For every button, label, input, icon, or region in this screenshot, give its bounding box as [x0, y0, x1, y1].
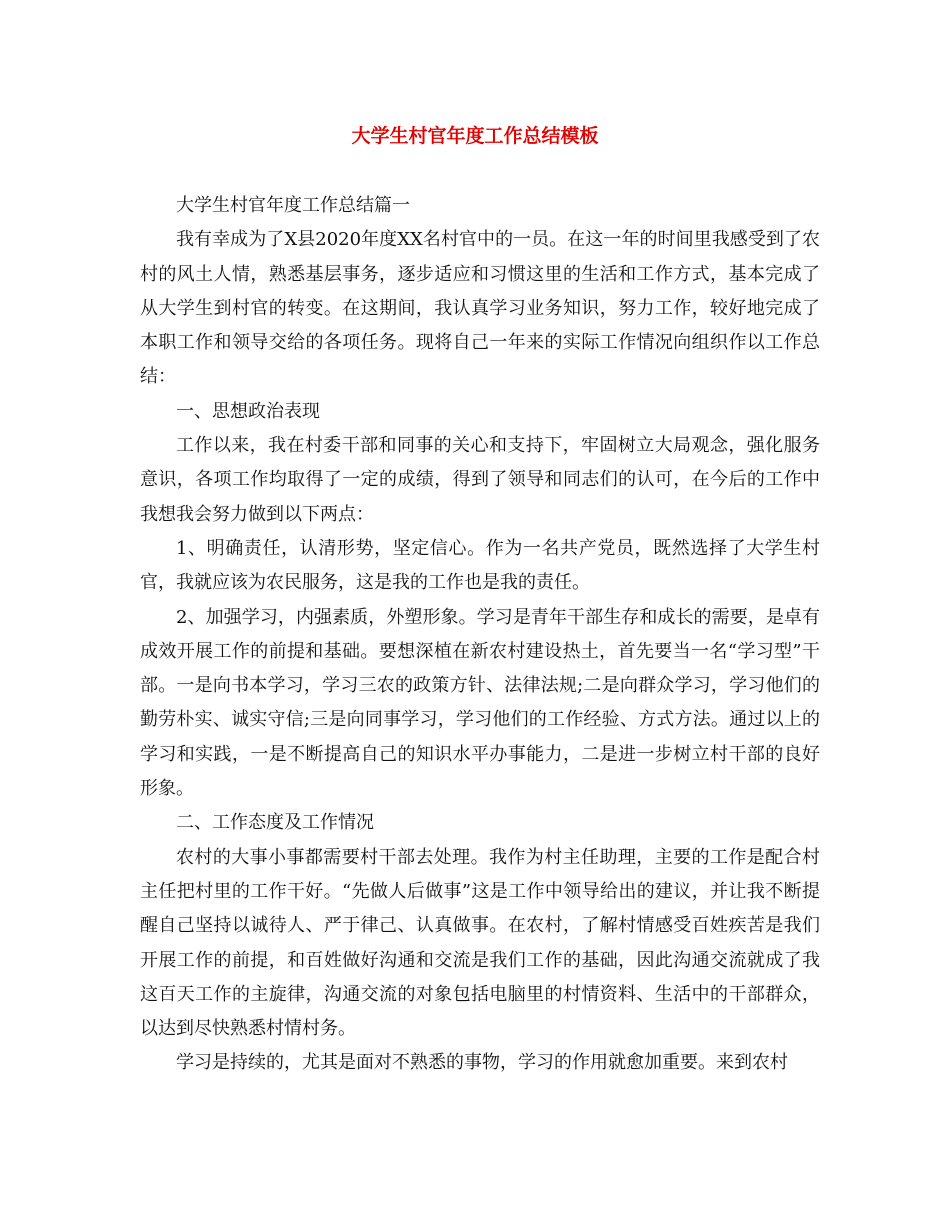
section-heading: 大学生村官年度工作总结篇一 [176, 195, 410, 216]
paragraph: 学习是持续的，尤其是面对不熟悉的事物，学习的作用就愈加重要。来到农村 [176, 1052, 788, 1074]
paragraph: 2、加强学习，内强素质，外塑形象。学习是青年干部生存和成长的需要，是卓有成效开展工作的前提和基础。要想深植在新农村建设热土，首先要当一名“学习型”干部。一是向书本学习，学习三农的政策方针、法律法规;二是向群众学习，学习他们的勤劳朴实、诚实守信;三是向同事学习，学习他们的工作经验、方式方法。通过以上的学习和实践，一是不断提高自己的知识水平办事能力，二是进一步树立村干部的良好形象。 [140, 606, 820, 800]
section-heading: 二、工作态度及工作情况 [176, 812, 374, 834]
paragraph: 工作以来，我在村委干部和同事的关心和支持下，牢固树立大局观念，强化服务意识，各项工作均取得了一定的成绩，得到了领导和同志们的认可，在今后的工作中我想我会努力做到以下两点： [140, 435, 820, 525]
document-title: 大学生村官年度工作总结模板 [351, 125, 599, 147]
paragraph: 农村的大事小事都需要村干部去处理。我作为村主任助理，主要的工作是配合村主任把村里的工作干好。“先做人后做事”这是工作中领导给出的建议，并让我不断提醒自己坚持以诚待人、严于律己、认真做事。在农村，了解村情感受百姓疾苦是我们开展工作的前提，和百姓做好沟通和交流是我们工作的基础，因此沟通交流就成了我这百天工作的主旋律，沟通交流的对象包括电脑里的村情资料、生活中的干部群众，以达到尽快熟悉村情村务。 [140, 846, 820, 1040]
document-body [140, 189, 820, 1081]
paragraph: 1、明确责任，认清形势，坚定信心。作为一名共产党员，既然选择了大学生村官，我就应该为农民服务，这是我的工作也是我的责任。 [140, 537, 820, 594]
paragraph: 我有幸成为了X县2020年度XX名村官中的一员。在这一年的时间里我感受到了农村的风土人情，熟悉基层事务，逐步适应和习惯这里的生活和工作方式，基本完成了从大学生到村官的转变。在这期间，我认真学习业务知识，努力工作，较好地完成了本职工作和领导交给的各项任务。现将自己一年来的实际工作情况向组织作以工作总结： [140, 229, 820, 388]
section-heading: 一、思想政治表现 [176, 400, 320, 422]
